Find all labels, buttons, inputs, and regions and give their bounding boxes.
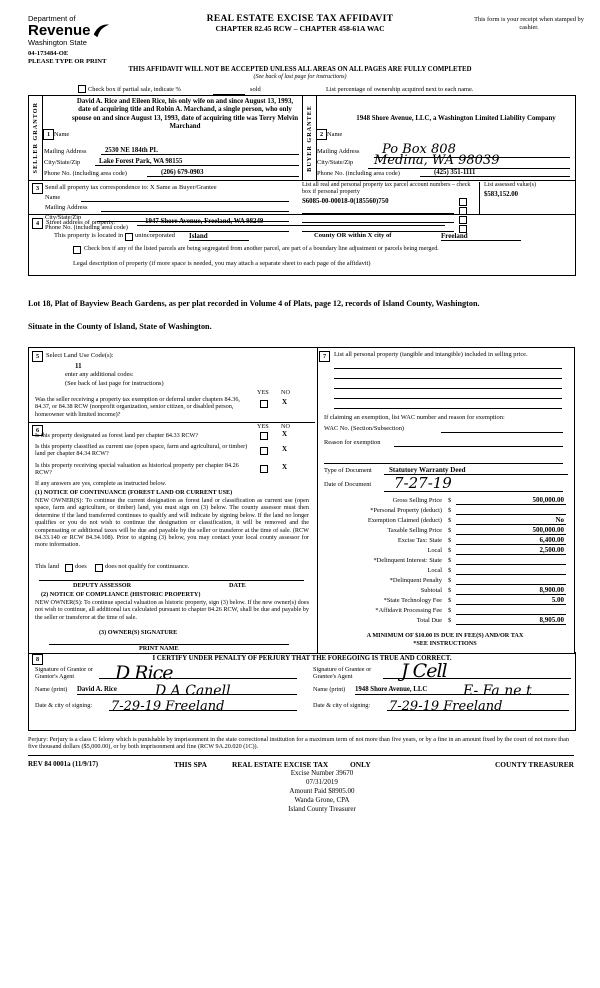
notice2-title: (2) NOTICE OF COMPLIANCE (HISTORIC PROPERTY) — [41, 591, 201, 598]
fee-row-label: Gross Selling Price — [392, 497, 442, 504]
fee-row-value[interactable]: 500,000.00 — [532, 526, 564, 534]
fee-row-currency: $ — [448, 517, 452, 524]
corr-mailing-line[interactable] — [101, 211, 289, 212]
corr-mailing-label: Mailing Address — [45, 204, 88, 211]
treasurer-stamp-line: 07/31/2019 — [306, 777, 338, 786]
form-number: 04-173484-OE — [28, 50, 69, 57]
treasurer-stamp-line: Amount Paid $8905.00 — [289, 786, 355, 795]
fee-row — [316, 586, 574, 596]
deputy-assessor-label: DEPUTY ASSESSOR — [73, 582, 132, 589]
buyer-phone-label: Phone No. (including area code) — [317, 170, 400, 177]
document-date-value[interactable]: 7-27-19 — [394, 474, 452, 492]
located-in-label: This property is located in — [54, 232, 124, 239]
fee-row-value[interactable]: 8,900.00 — [539, 586, 564, 594]
grantee-name-label: Name (print) — [313, 686, 346, 693]
fee-row-line — [456, 594, 566, 595]
fee-row — [316, 616, 574, 626]
fee-row-value[interactable]: 2,500.00 — [539, 546, 564, 554]
fee-row-label: Local — [427, 567, 442, 574]
fee-row-label: Excise Tax: State — [397, 537, 442, 544]
exemption-claim-label: If claiming an exemption, list WAC number and reason for exemption: — [324, 414, 505, 421]
grantor-signature-value[interactable]: D Rice — [115, 662, 173, 684]
treasurer-stamp-line: Wanda Grone, CPA — [294, 795, 350, 804]
landuse-value[interactable]: 11 — [75, 362, 82, 370]
fee-row — [316, 526, 574, 536]
fee-row-currency: $ — [448, 577, 452, 584]
section7-box-number: 7 — [319, 351, 330, 362]
fee-row-line — [456, 614, 566, 615]
rev-number: REV 84 0001a (11/9/17) — [28, 759, 99, 768]
section6-q3: Is this property receiving special valuation as historical property per chapter 84.26 RCW? — [35, 462, 239, 477]
minimum-fee-note: A MINIMUM OF $10.00 IS DUE IN FEE(S) AND/OR TAX — [366, 632, 524, 639]
street-address-label: Street address of property: — [46, 219, 116, 226]
grantor-name-label: Name (print) — [35, 686, 68, 693]
fee-row-line — [456, 554, 566, 555]
does-label: does — [75, 563, 87, 570]
does-qualify-checkbox[interactable] — [65, 564, 73, 572]
grantee-name-hand[interactable]: E- Fa ne t — [463, 683, 532, 699]
legal-description-label: Legal description of property (if more space is needed, you may attach a separate sheet to each page of the affidavit) — [73, 260, 371, 267]
fee-row — [316, 606, 574, 616]
ownership-note: List percentage of ownership acquired next to each name. — [326, 86, 474, 93]
dept-line2: Revenue — [28, 22, 91, 39]
notice1-body: NEW OWNER(S): To continue the current designation as forest land or classification as current use (open space, farm and agriculture, or timber) land, you must sign on (3) below. The county assessor must then determine if the land transferred continues to qualify and will indicate by signing below. If the land no longer qualifies or you do not wish to continue the designation or classification, it will be removed and the compensating or additional taxes will be due and payable by the seller or transferor at the time of sale. (RCW 84.33.140 or RCW 84.34.108). Prior to signing (3) below, you may contact your local county assessor for more information. — [35, 497, 309, 549]
certify-statement: I CERTIFY UNDER PENALTY OF PERJURY THAT THE FOREGOING IS TRUE AND CORRECT. — [152, 655, 452, 662]
footer-stamp-row — [28, 756, 574, 812]
section6-q3-yes[interactable] — [260, 465, 268, 473]
dept-line1: Department of — [28, 14, 76, 23]
fee-row-line — [456, 524, 566, 525]
section6-q3-answer[interactable]: X — [282, 463, 288, 471]
partial-sold-label: sold — [250, 86, 261, 93]
parcel-personal-checkbox-1[interactable] — [459, 198, 467, 206]
seller-citystatezip-label: City/State/Zip — [44, 159, 81, 166]
fee-row — [316, 556, 574, 566]
fee-row-label: *Delinquent Interest: State — [373, 557, 442, 564]
grantee-name-value[interactable]: 1948 Shore Avenue, LLC — [355, 686, 428, 693]
segregated-checkbox[interactable] — [73, 246, 81, 254]
seller-side-label: SELLER GRANTOR — [29, 96, 43, 180]
landuse-yes-checkbox[interactable] — [260, 400, 268, 408]
form-title-sub: CHAPTER 82.45 RCW – CHAPTER 458-61A WAC — [215, 24, 385, 33]
assessed-header: List assessed value(s) — [484, 182, 536, 188]
street-address-box — [28, 215, 576, 276]
fee-row-currency: $ — [448, 507, 452, 514]
treasurer-stamp — [232, 769, 412, 814]
fee-row-currency: $ — [448, 497, 452, 504]
assessed-value[interactable]: $583,152.00 — [484, 191, 518, 198]
grantee-signature-label: Signature of Grantee or Grantee's Agent — [313, 666, 372, 681]
landuse-no-label: NO — [281, 389, 290, 396]
fee-row-currency: $ — [448, 617, 452, 624]
seller-mailing-value[interactable]: 2530 NE 184th PL — [101, 147, 299, 155]
fee-row-label: Local — [427, 547, 442, 554]
landuse-enter-codes: enter any additional codes: — [65, 371, 134, 378]
treasurer-stamp-line: Island County Treasurer — [288, 804, 356, 813]
landuse-box-number: 5 — [32, 351, 43, 362]
section6-if-any: If any answers are yes, complete as instructed below. — [35, 480, 167, 487]
deputy-date-label: DATE — [229, 582, 246, 589]
fee-row-line — [456, 514, 566, 515]
parcel-header: List all real and personal property tax parcel account numbers – check box if personal property — [302, 182, 471, 195]
fee-row-currency: $ — [448, 537, 452, 544]
buyer-phone-value[interactable]: (425) 351-1111 — [420, 169, 570, 177]
reason-exemption-label: Reason for exemption — [324, 439, 381, 446]
unincorporated-checkbox[interactable] — [125, 233, 133, 241]
please-type-note: PLEASE TYPE OR PRINT — [28, 58, 107, 65]
county-treasurer-label: COUNTY TREASURER — [494, 759, 574, 769]
this-land-label: This land — [35, 563, 59, 570]
left-column-box — [28, 347, 318, 654]
seller-name-block — [43, 97, 301, 145]
buyer-mailing-value[interactable]: Po Box 808 — [382, 142, 456, 157]
fee-row-currency: $ — [448, 597, 452, 604]
section6-no-label: NO — [281, 423, 290, 430]
county-or-city-label: County OR within X city of — [314, 232, 392, 239]
buyer-side-label: BUYER GRANTEE — [302, 96, 317, 180]
notice1-title: (1) NOTICE OF CONTINUANCE (FOREST LAND OR CURRENT USE) — [35, 489, 233, 496]
fee-row — [316, 506, 574, 516]
fee-row-line — [456, 534, 566, 535]
correspondence-box-number: 3 — [32, 183, 43, 194]
fee-row-currency: $ — [448, 567, 452, 574]
buyer-name-value[interactable]: 1948 Shore Avenue, LLC, a Washington Limited Liability Company — [356, 115, 556, 122]
seller-phone-value[interactable]: (206) 679-0903 — [147, 169, 299, 177]
grantor-name-hand[interactable]: D A Canell — [155, 683, 231, 699]
section6-q1-yes[interactable] — [260, 432, 268, 440]
buyer-name-block — [316, 97, 574, 145]
print-name-label: PRINT NAME — [139, 645, 179, 652]
section6-q1: Is this property designated as forest land per chapter 84.33 RCW? — [35, 432, 199, 439]
buyer-address-block — [316, 142, 572, 179]
fee-row-currency: $ — [448, 557, 452, 564]
section7-header: List all personal property (tangible and intangible) included in selling price. — [334, 351, 528, 358]
treasurer-stamp-line: Excise Number 39670 — [290, 768, 354, 777]
buyer-mailing-label: Mailing Address — [317, 148, 360, 155]
form-title-main: REAL ESTATE EXCISE TAX AFFIDAVIT — [206, 14, 394, 24]
seller-name-label: Name — [54, 131, 70, 138]
not-accepted-note: THIS AFFIDAVIT WILL NOT BE ACCEPTED UNLESS ALL AREAS ON ALL PAGES ARE FULLY COMPLETED — [128, 66, 472, 73]
fee-row-label: Exemption Claimed (deduct) — [367, 517, 442, 524]
landuse-yes-label: YES — [257, 389, 269, 396]
grantor-date-label: Date & city of signing: — [35, 702, 93, 709]
legal-description-line1: Lot 18, Plat of Bayview Beach Gardens, as per plat recorded in Volume 4 of Plats, page 12, records of Island County, Washington. — [28, 299, 480, 308]
fee-row-line — [456, 564, 566, 565]
fee-row — [316, 596, 574, 606]
fee-row-line — [456, 544, 566, 545]
only-label: ONLY — [350, 759, 371, 769]
landuse-exemption-question: Was the seller receiving a property tax exemption or deferral under chapters 84.36, 84.37, or 84.38 RCW (nonprofit organization, senior citizen, or disabled person, homeowner with limited income)? — [35, 396, 240, 418]
seller-citystatezip-value[interactable]: Lake Forest Park, WA 98155 — [95, 158, 299, 166]
real-estate-stamp-label: REAL ESTATE EXCISE TAX — [232, 759, 329, 769]
fee-row-line — [456, 584, 566, 585]
unincorporated-label: unincorporated — [135, 232, 175, 239]
fee-row — [316, 496, 574, 506]
fee-row-label: Subtotal — [420, 587, 442, 594]
document-type-label: Type of Document — [324, 467, 372, 474]
city-value[interactable]: Freeland — [441, 232, 521, 241]
fee-row-line — [456, 504, 566, 505]
send-correspondence-label: Send all property tax correspondence to: X Same as Buyer/Grantee — [45, 184, 217, 191]
buyer-box-number: 2 — [316, 129, 327, 140]
corr-name-line[interactable] — [81, 201, 289, 202]
see-back-note: (See back of last page for instructions) — [253, 74, 347, 80]
grantor-signature-label: Signature of Grantor or Grantor's Agent — [35, 666, 93, 681]
grantee-date-label: Date & city of signing: — [313, 702, 371, 709]
fee-row-label: *Personal Property (deduct) — [370, 507, 442, 514]
fee-row — [316, 516, 574, 526]
section6-q2-answer[interactable]: X — [282, 445, 288, 453]
reason-exemption-input[interactable] — [394, 446, 563, 447]
fee-row-label: Taxable Selling Price — [387, 527, 442, 534]
see-instructions-note: *SEE INSTRUCTIONS — [413, 640, 477, 647]
section7-box — [316, 347, 575, 654]
seller-address-block — [43, 146, 301, 179]
partial-percent-input[interactable] — [213, 86, 245, 95]
corr-phone-label: Phone No. (including area code) — [45, 224, 128, 231]
grantee-date-value[interactable]: 7-29-19 Freeland — [389, 699, 503, 714]
wac-number-input[interactable] — [441, 432, 563, 433]
assessed-column — [479, 182, 576, 214]
section8-box — [28, 652, 576, 731]
fee-row — [316, 566, 574, 576]
fee-row-label: *State Technology Fee — [383, 597, 442, 604]
document-date-label: Date of Document — [324, 481, 372, 488]
wac-number-label: WAC No. (Section/Subsection) — [324, 425, 405, 432]
fee-row-value[interactable]: 8,905.00 — [539, 616, 564, 624]
grantor-name-value[interactable]: David A. Rice — [77, 686, 117, 693]
seller-box-number: 1 — [43, 129, 54, 140]
fee-row-line — [456, 574, 566, 575]
parcel-value[interactable]: S6085-00-00018-0(185560)750 — [302, 198, 389, 205]
section6-box — [29, 422, 315, 653]
street-box-number: 4 — [32, 218, 43, 229]
partial-sale-label: Check box if partial sale, indicate % — [88, 86, 181, 93]
dept-line3: Washington State — [28, 38, 87, 47]
corr-name-label: Name — [45, 194, 61, 201]
fee-row-label: *Delinquent Penalty — [389, 577, 442, 584]
street-address-value[interactable]: 1947 Shore Avenue, Freeland, WA 98249 — [137, 218, 445, 226]
grantor-date-value[interactable]: 7-29-19 Freeland — [111, 699, 225, 714]
sections-5-6-7 — [28, 347, 574, 652]
section6-q2-yes[interactable] — [260, 447, 268, 455]
section6-q2: Is this property classified as current use (open space, farm and agricultural, or timber) land per chapter 84.34 RCW? — [35, 443, 248, 458]
document-type-value[interactable]: Statutory Warranty Deed — [384, 466, 568, 475]
seller-phone-label: Phone No. (including area code) — [44, 170, 127, 177]
section8-box-number: 8 — [32, 654, 43, 665]
this-spa-label: THIS SPA — [174, 759, 207, 769]
buyer-citystatezip-label: City/State/Zip — [317, 159, 354, 166]
landuse-no-answer[interactable]: X — [282, 398, 288, 406]
landuse-see-back: (See back of last page for instructions) — [65, 380, 164, 387]
fee-row-value[interactable]: No — [555, 516, 564, 524]
does-not-label: does not qualify for continuance. — [105, 563, 190, 570]
fee-row-currency: $ — [448, 547, 452, 554]
notice3-title: (3) OWNER(S) SIGNATURE — [99, 629, 178, 636]
county-value[interactable]: Island — [189, 232, 249, 241]
deputy-signature-line[interactable] — [39, 580, 304, 581]
fee-row-value[interactable]: 500,000.00 — [532, 496, 564, 504]
fee-rows — [316, 496, 574, 626]
corr-citystatezip-label: City/State/Zip — [45, 214, 82, 221]
segregated-label: Check box if any of the listed parcels are being segregated from another parcel, are part of a boundary line adjustment or parcels being merged. — [84, 245, 439, 252]
fee-row-value[interactable]: 6,400.00 — [539, 536, 564, 544]
fee-row-currency: $ — [448, 607, 452, 614]
section6-box-number: 6 — [32, 425, 43, 436]
parcel-personal-checkbox-2[interactable] — [459, 207, 467, 215]
landuse-label: Select Land Use Code(s): — [46, 352, 114, 359]
buyer-name-label: Name — [327, 131, 343, 138]
fee-row — [316, 546, 574, 556]
section6-yes-label: YES — [257, 423, 269, 430]
seller-name-value[interactable]: David A. Rice and Eileen Rice, his only wife on and since August 13, 1993, date of acquiring title and Robin A. Marchand, a single person, who only spouse on and since August 13, 1993, date of acquiring title was Terry Melvin Marchand — [71, 98, 299, 131]
fee-row-label: *Affidavit Processing Fee — [375, 607, 442, 614]
fee-row-line — [456, 604, 566, 605]
grantee-signature-value[interactable]: J Cell — [401, 660, 447, 682]
does-not-qualify-checkbox[interactable] — [95, 564, 103, 572]
receipt-note: This form is your receipt when stamped by cashier. — [474, 16, 584, 31]
partial-sale-row — [28, 84, 574, 95]
fee-row-label: Total Due — [416, 617, 442, 624]
notice2-body: NEW OWNER(S): To continue special valuation as historic property, sign (3) below. If the new owner(s) does not wish to continue, all additional tax calculated pursuant to chapter 84.26 RCW, shall be due and payable by the seller or transferor at the time of sale. — [35, 599, 309, 621]
seller-mailing-label: Mailing Address — [44, 148, 87, 155]
legal-description-line2: Situate in the County of Island, State of Washington. — [28, 322, 212, 331]
buyer-citystatezip-value[interactable]: Medina, WA 98039 — [374, 153, 500, 168]
fee-row — [316, 576, 574, 586]
fee-row-value[interactable]: 5.00 — [551, 596, 564, 604]
fee-row-line — [456, 624, 566, 625]
fee-row-currency: $ — [448, 587, 452, 594]
section6-q1-answer[interactable]: X — [282, 430, 288, 438]
fee-row — [316, 536, 574, 546]
perjury-note: Perjury: Perjury is a class C felony which is punishable by imprisonment in the state correctional institution for a maximum term of not more than five years, or by a fine in an amount fixed by the court of not more than five thousand dollars ($5,000.00), or by both imprisonment and fine (RCW 9A.20.020 (1C)). — [28, 736, 569, 751]
fee-row-currency: $ — [448, 527, 452, 534]
